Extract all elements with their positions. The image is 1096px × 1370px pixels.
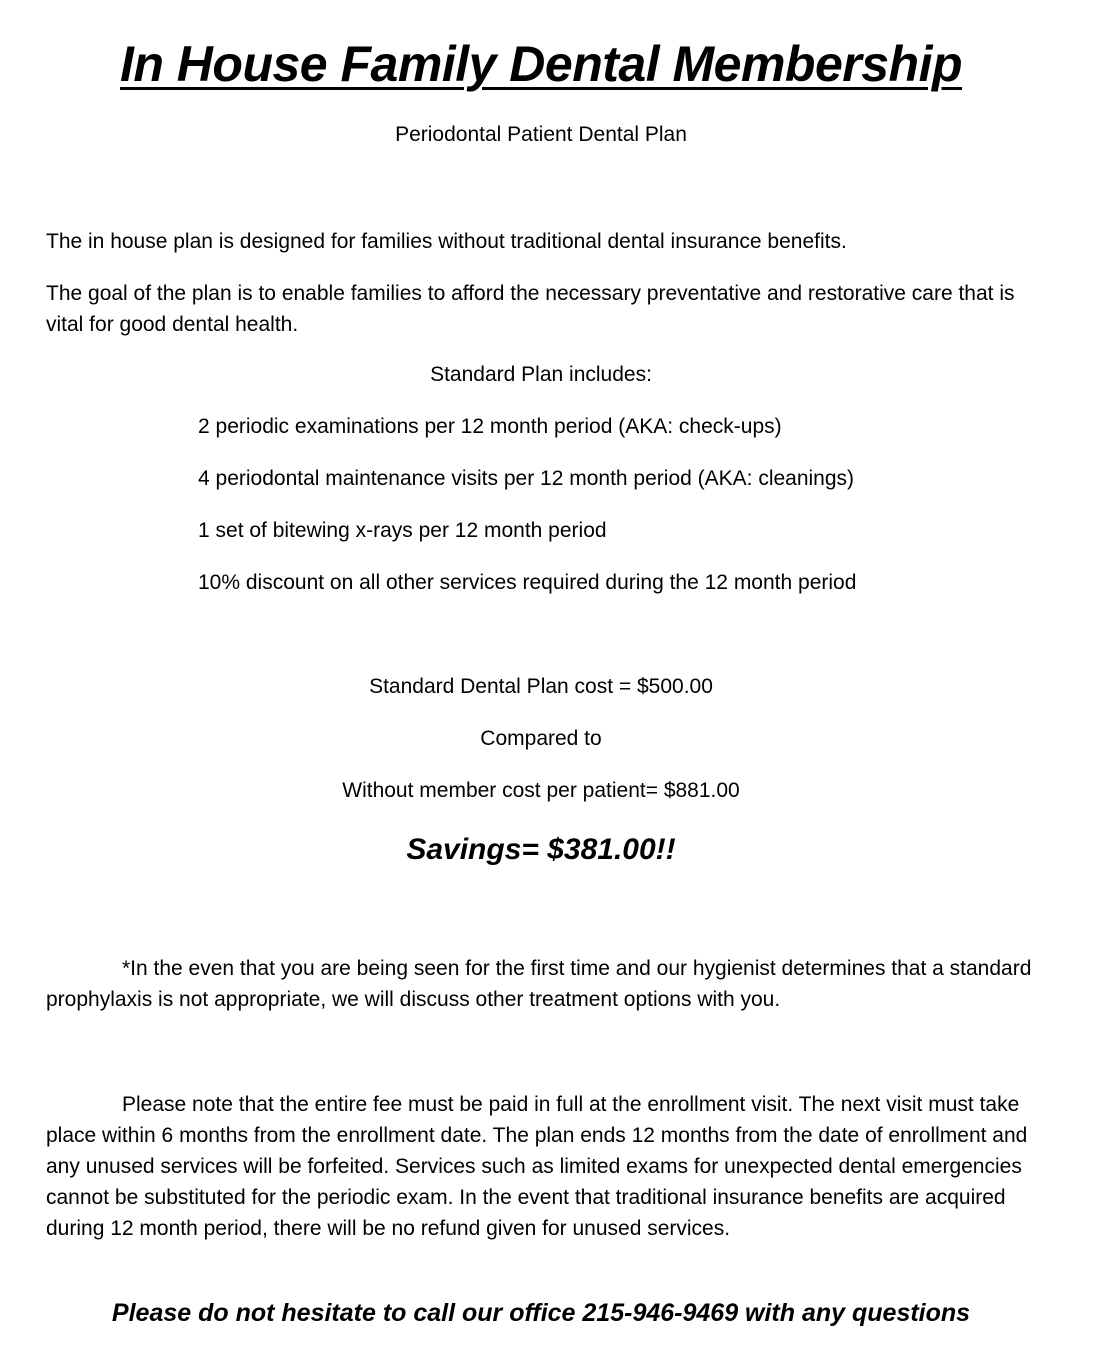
plan-item-maintenance: 4 periodontal maintenance visits per 12 month period (AKA: cleanings) — [198, 467, 855, 490]
page-title: In House Family Dental Membership — [119, 36, 963, 92]
intro-paragraph-2: The goal of the plan is to enable families to afford the necessary preventative and restorative care that is vital for good dental health. — [46, 282, 1015, 336]
plan-heading: Standard Plan includes: — [430, 363, 652, 386]
footer-call-to-action: Please do not hesitate to call our office 215-946-9469 with any questions — [111, 1299, 971, 1327]
compared-to: Compared to — [480, 727, 602, 750]
payment-terms-note-text: Please note that the entire fee must be paid in full at the enrollment visit. The next visit must take place within 6 months from the enrollment date. The plan ends 12 months from the date of enrollment and any unused services will be forfeited. Services such as limited exams for unexpected dental emergencies cannot be substituted for the periodic exam. In the event that traditional insurance benefits are acquired during 12 month period, there will be no refund given for unused services. — [46, 1093, 1028, 1240]
payment-terms-note — [46, 1089, 1046, 1244]
first-visit-note — [46, 953, 1046, 1015]
plan-item-examinations: 2 periodic examinations per 12 month period (AKA: check-ups) — [198, 415, 782, 438]
savings-amount: Savings= $381.00!! — [406, 833, 676, 866]
first-visit-note-text: *In the even that you are being seen for the first time and our hygienist determines that a standard prophylaxis is not appropriate, we will discuss other treatment options with you. — [46, 957, 1032, 1011]
page-subtitle: Periodontal Patient Dental Plan — [395, 123, 687, 146]
plan-cost: Standard Dental Plan cost = $500.00 — [369, 675, 713, 698]
non-member-cost: Without member cost per patient= $881.00 — [342, 779, 740, 802]
plan-item-xrays: 1 set of bitewing x-rays per 12 month period — [198, 519, 607, 542]
intro-paragraph-1: The in house plan is designed for families without traditional dental insurance benefits. — [46, 230, 847, 253]
plan-item-discount: 10% discount on all other services required during the 12 month period — [198, 571, 857, 594]
